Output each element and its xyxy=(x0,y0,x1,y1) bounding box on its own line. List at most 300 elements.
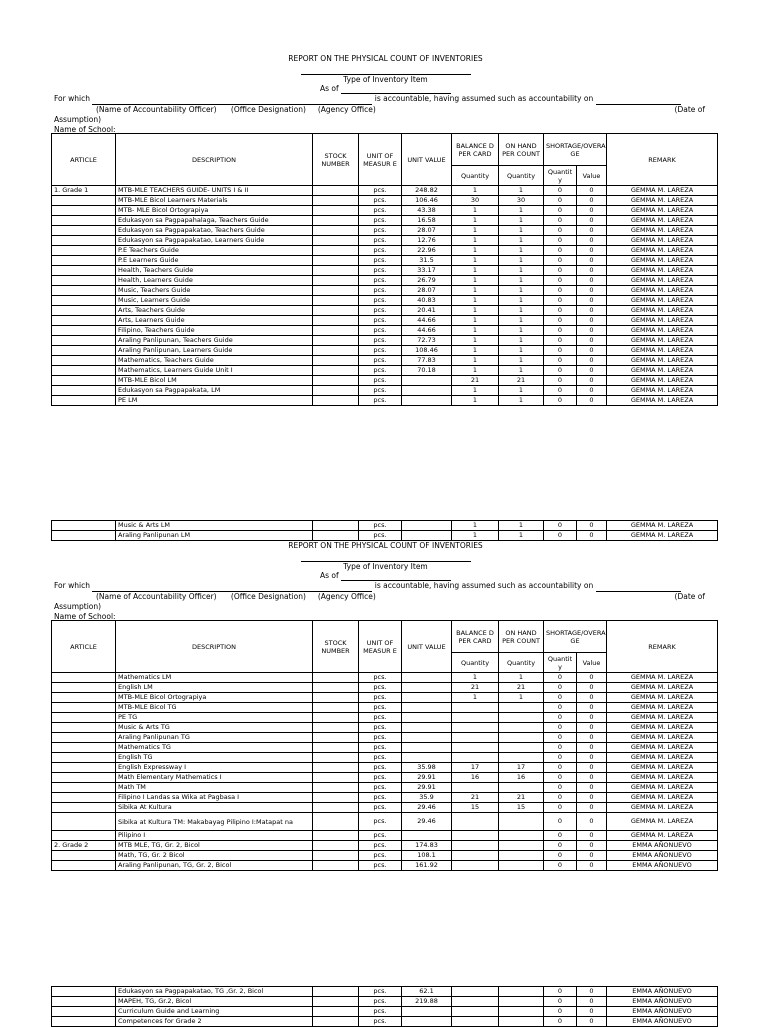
unit-value-cell: 16.58 xyxy=(402,216,452,226)
shortage-qty-cell: 0 xyxy=(544,683,577,693)
unit-value-cell xyxy=(402,683,452,693)
shortage-qty-cell: 0 xyxy=(544,733,577,743)
on-hand-qty-cell xyxy=(499,1017,544,1027)
shortage-value-cell: 0 xyxy=(577,326,607,336)
table-row xyxy=(52,326,718,336)
remark-cell: GEMMA M. LAREZA xyxy=(607,693,718,703)
unit-value-cell xyxy=(402,1017,452,1027)
stock-number-cell xyxy=(313,733,359,743)
col-stock: STOCK NUMBER xyxy=(313,134,359,186)
col-short-value: Value xyxy=(577,653,607,673)
col-unit-measure: UNIT OF MEASUR E xyxy=(359,134,402,186)
table-row xyxy=(52,803,718,813)
on-hand-qty-cell: 1 xyxy=(499,386,544,396)
shortage-qty-cell: 0 xyxy=(544,753,577,763)
stock-number-cell xyxy=(313,236,359,246)
on-hand-qty-cell: 1 xyxy=(499,216,544,226)
shortage-value-cell: 0 xyxy=(577,266,607,276)
unit-value-cell: 33.17 xyxy=(402,266,452,276)
shortage-value-cell: 0 xyxy=(577,831,607,841)
balance-qty-cell: 16 xyxy=(452,773,499,783)
table-row xyxy=(52,693,718,703)
shortage-qty-cell: 0 xyxy=(544,336,577,346)
stock-number-cell xyxy=(313,346,359,356)
balance-qty-cell: 1 xyxy=(452,226,499,236)
shortage-qty-cell: 0 xyxy=(544,286,577,296)
on-hand-qty-cell: 1 xyxy=(499,366,544,376)
remark-cell: GEMMA M. LAREZA xyxy=(607,723,718,733)
shortage-value-cell: 0 xyxy=(577,861,607,871)
table-row xyxy=(52,316,718,326)
stock-number-cell xyxy=(313,783,359,793)
unit-measure-cell: pcs. xyxy=(359,743,402,753)
on-hand-qty-cell: 1 xyxy=(499,226,544,236)
article-cell xyxy=(52,256,116,266)
balance-qty-cell xyxy=(452,841,499,851)
shortage-value-cell: 0 xyxy=(577,733,607,743)
description-cell: Sibika At Kultura xyxy=(116,803,313,813)
remark-cell: GEMMA M. LAREZA xyxy=(607,366,718,376)
article-cell xyxy=(52,246,116,256)
as-of-label: As of xyxy=(319,571,339,580)
article-cell xyxy=(52,206,116,216)
stock-number-cell xyxy=(313,276,359,286)
on-hand-qty-cell xyxy=(499,783,544,793)
table-row xyxy=(52,356,718,366)
shortage-qty-cell: 0 xyxy=(544,813,577,831)
shortage-value-cell: 0 xyxy=(577,186,607,196)
article-cell xyxy=(52,346,116,356)
on-hand-qty-cell xyxy=(499,723,544,733)
on-hand-qty-cell: 1 xyxy=(499,246,544,256)
description-cell: Mathematics TG xyxy=(116,743,313,753)
shortage-value-cell: 0 xyxy=(577,356,607,366)
on-hand-qty-cell: 21 xyxy=(499,376,544,386)
on-hand-qty-cell xyxy=(499,997,544,1007)
description-cell: Music & Arts LM xyxy=(116,521,313,531)
balance-qty-cell xyxy=(452,851,499,861)
description-cell: Edukasyon sa Pagpapakatao, TG ,Gr. 2, Bicol xyxy=(116,987,313,997)
unit-measure-cell: pcs. xyxy=(359,831,402,841)
shortage-qty-cell: 0 xyxy=(544,206,577,216)
unit-measure-cell: pcs. xyxy=(359,783,402,793)
unit-measure-cell: pcs. xyxy=(359,326,402,336)
shortage-value-cell: 0 xyxy=(577,987,607,997)
assumption-label: Assumption) xyxy=(54,115,102,124)
shortage-value-cell: 0 xyxy=(577,693,607,703)
shortage-value-cell: 0 xyxy=(577,763,607,773)
unit-measure-cell: pcs. xyxy=(359,841,402,851)
article-cell xyxy=(52,376,116,386)
table-row xyxy=(52,1007,718,1017)
balance-qty-cell: 1 xyxy=(452,521,499,531)
unit-measure-cell: pcs. xyxy=(359,521,402,531)
remark-cell: GEMMA M. LAREZA xyxy=(607,256,718,266)
remark-cell: GEMMA M. LAREZA xyxy=(607,703,718,713)
shortage-value-cell: 0 xyxy=(577,286,607,296)
unit-measure-cell: pcs. xyxy=(359,1017,402,1027)
on-hand-qty-cell xyxy=(499,743,544,753)
article-cell xyxy=(52,296,116,306)
balance-qty-cell xyxy=(452,831,499,841)
remark-cell: GEMMA M. LAREZA xyxy=(607,793,718,803)
shortage-value-cell: 0 xyxy=(577,531,607,541)
description-cell: Mathematics, Learners Guide Unit I xyxy=(116,366,313,376)
article-cell xyxy=(52,276,116,286)
description-cell: English TG xyxy=(116,753,313,763)
unit-measure-cell: pcs. xyxy=(359,306,402,316)
article-cell xyxy=(52,851,116,861)
shortage-value-cell: 0 xyxy=(577,256,607,266)
balance-qty-cell xyxy=(452,987,499,997)
description-cell: Filipino, Teachers Guide xyxy=(116,326,313,336)
table-row xyxy=(52,763,718,773)
stock-number-cell xyxy=(313,246,359,256)
remark-cell: GEMMA M. LAREZA xyxy=(607,196,718,206)
article-cell xyxy=(52,286,116,296)
inventory-table-mid xyxy=(51,520,718,541)
unit-value-cell: 29.46 xyxy=(402,803,452,813)
description-cell: Filipino I Landas sa Wika at Pagbasa I xyxy=(116,793,313,803)
on-hand-qty-cell: 1 xyxy=(499,186,544,196)
stock-number-cell xyxy=(313,997,359,1007)
description-cell: Sibika at Kultura TM: Makabayag Pilipino I:Matapat na xyxy=(116,813,313,831)
remark-cell: GEMMA M. LAREZA xyxy=(607,216,718,226)
table-row xyxy=(52,743,718,753)
balance-qty-cell: 1 xyxy=(452,356,499,366)
balance-qty-cell: 1 xyxy=(452,326,499,336)
shortage-value-cell: 0 xyxy=(577,316,607,326)
balance-qty-cell: 1 xyxy=(452,236,499,246)
table-row xyxy=(52,783,718,793)
shortage-qty-cell: 0 xyxy=(544,306,577,316)
agency-label: (Agency Office) xyxy=(317,105,376,114)
shortage-value-cell: 0 xyxy=(577,793,607,803)
article-cell xyxy=(52,713,116,723)
shortage-value-cell: 0 xyxy=(577,773,607,783)
balance-qty-cell: 1 xyxy=(452,336,499,346)
unit-value-cell xyxy=(402,376,452,386)
balance-qty-cell xyxy=(452,813,499,831)
stock-number-cell xyxy=(313,861,359,871)
unit-measure-cell: pcs. xyxy=(359,206,402,216)
description-cell: Mathematics, Teachers Guide xyxy=(116,356,313,366)
report-title: REPORT ON THE PHYSICAL COUNT OF INVENTORIES xyxy=(288,541,483,550)
unit-measure-cell: pcs. xyxy=(359,196,402,206)
stock-number-cell xyxy=(313,743,359,753)
table-body-2 xyxy=(52,673,718,871)
remark-cell: EMMA AÑONUEVO xyxy=(607,997,718,1007)
shortage-qty-cell: 0 xyxy=(544,521,577,531)
shortage-qty-cell: 0 xyxy=(544,783,577,793)
shortage-value-cell: 0 xyxy=(577,841,607,851)
unit-value-cell: 44.66 xyxy=(402,316,452,326)
article-cell xyxy=(52,521,116,531)
remark-cell: GEMMA M. LAREZA xyxy=(607,356,718,366)
col-short-qty: Quantit y xyxy=(544,166,577,186)
col-on-hand: ON HAND PER COUNT xyxy=(499,134,544,166)
col-description: DESCRIPTION xyxy=(116,621,313,673)
shortage-qty-cell: 0 xyxy=(544,276,577,286)
on-hand-qty-cell xyxy=(499,841,544,851)
article-cell xyxy=(52,773,116,783)
on-hand-qty-cell xyxy=(499,987,544,997)
balance-qty-cell xyxy=(452,713,499,723)
col-article: ARTICLE xyxy=(52,134,116,186)
article-cell xyxy=(52,693,116,703)
on-hand-qty-cell xyxy=(499,851,544,861)
on-hand-qty-cell xyxy=(499,1007,544,1017)
col-short-value: Value xyxy=(577,166,607,186)
unit-measure-cell: pcs. xyxy=(359,987,402,997)
remark-cell: GEMMA M. LAREZA xyxy=(607,531,718,541)
table-row xyxy=(52,246,718,256)
remark-cell: EMMA AÑONUEVO xyxy=(607,861,718,871)
unit-measure-cell: pcs. xyxy=(359,803,402,813)
shortage-value-cell: 0 xyxy=(577,723,607,733)
remark-cell: GEMMA M. LAREZA xyxy=(607,376,718,386)
stock-number-cell xyxy=(313,326,359,336)
unit-value-cell xyxy=(402,521,452,531)
table-row xyxy=(52,226,718,236)
stock-number-cell xyxy=(313,1017,359,1027)
agency-label: (Agency Office) xyxy=(317,592,376,601)
on-hand-qty-cell: 1 xyxy=(499,296,544,306)
on-hand-qty-cell: 21 xyxy=(499,683,544,693)
unit-measure-cell: pcs. xyxy=(359,336,402,346)
shortage-qty-cell: 0 xyxy=(544,673,577,683)
col-remark: REMARK xyxy=(607,621,718,673)
table-row xyxy=(52,733,718,743)
table-row xyxy=(52,336,718,346)
description-cell: MTB-MLE Bicol Learners Materials xyxy=(116,196,313,206)
unit-value-cell: 12.76 xyxy=(402,236,452,246)
article-cell xyxy=(52,803,116,813)
on-hand-qty-cell xyxy=(499,831,544,841)
shortage-qty-cell: 0 xyxy=(544,1007,577,1017)
remark-cell: GEMMA M. LAREZA xyxy=(607,296,718,306)
shortage-value-cell: 0 xyxy=(577,521,607,531)
col-stock: STOCK NUMBER xyxy=(313,621,359,673)
balance-qty-cell xyxy=(452,783,499,793)
unit-value-cell xyxy=(402,703,452,713)
table-row xyxy=(52,216,718,226)
on-hand-qty-cell: 1 xyxy=(499,693,544,703)
description-cell: Edukasyon sa Pagpapahalaga, Teachers Guide xyxy=(116,216,313,226)
balance-qty-cell: 30 xyxy=(452,196,499,206)
unit-value-cell xyxy=(402,386,452,396)
unit-measure-cell: pcs. xyxy=(359,693,402,703)
article-cell xyxy=(52,753,116,763)
balance-qty-cell: 1 xyxy=(452,276,499,286)
stock-number-cell xyxy=(313,266,359,276)
unit-measure-cell: pcs. xyxy=(359,376,402,386)
balance-qty-cell: 1 xyxy=(452,266,499,276)
shortage-qty-cell: 0 xyxy=(544,713,577,723)
stock-number-cell xyxy=(313,306,359,316)
on-hand-qty-cell: 1 xyxy=(499,236,544,246)
as-of-label: As of xyxy=(319,84,339,93)
table-row xyxy=(52,683,718,693)
remark-cell: GEMMA M. LAREZA xyxy=(607,783,718,793)
description-cell: Music & Arts TG xyxy=(116,723,313,733)
description-cell: P.E Teachers Guide xyxy=(116,246,313,256)
unit-measure-cell: pcs. xyxy=(359,773,402,783)
balance-qty-cell: 1 xyxy=(452,256,499,266)
unit-measure-cell: pcs. xyxy=(359,861,402,871)
unit-measure-cell: pcs. xyxy=(359,216,402,226)
table-row xyxy=(52,521,718,531)
stock-number-cell xyxy=(313,793,359,803)
article-cell xyxy=(52,366,116,376)
on-hand-qty-cell xyxy=(499,733,544,743)
stock-number-cell xyxy=(313,673,359,683)
balance-qty-cell: 1 xyxy=(452,186,499,196)
shortage-qty-cell: 0 xyxy=(544,743,577,753)
article-cell xyxy=(52,763,116,773)
balance-qty-cell: 1 xyxy=(452,396,499,406)
remark-cell: GEMMA M. LAREZA xyxy=(607,346,718,356)
table-row xyxy=(52,256,718,266)
unit-measure-cell: pcs. xyxy=(359,296,402,306)
unit-value-cell: 43.38 xyxy=(402,206,452,216)
school-label: Name of School: xyxy=(54,612,116,621)
remark-cell: GEMMA M. LAREZA xyxy=(607,753,718,763)
shortage-qty-cell: 0 xyxy=(544,236,577,246)
shortage-qty-cell: 0 xyxy=(544,851,577,861)
remark-cell: GEMMA M. LAREZA xyxy=(607,386,718,396)
stock-number-cell xyxy=(313,336,359,346)
unit-measure-cell: pcs. xyxy=(359,673,402,683)
col-qty: Quantity xyxy=(499,166,544,186)
shortage-qty-cell: 0 xyxy=(544,987,577,997)
stock-number-cell xyxy=(313,1007,359,1017)
shortage-qty-cell: 0 xyxy=(544,763,577,773)
shortage-value-cell: 0 xyxy=(577,743,607,753)
type-label: Type of Inventory Item xyxy=(343,75,428,84)
remark-cell: GEMMA M. LAREZA xyxy=(607,713,718,723)
stock-number-cell xyxy=(313,693,359,703)
unit-measure-cell: pcs. xyxy=(359,346,402,356)
unit-value-cell xyxy=(402,673,452,683)
unit-measure-cell: pcs. xyxy=(359,316,402,326)
unit-value-cell: 248.82 xyxy=(402,186,452,196)
on-hand-qty-cell xyxy=(499,713,544,723)
article-cell xyxy=(52,196,116,206)
unit-value-cell: 72.73 xyxy=(402,336,452,346)
article-cell xyxy=(52,743,116,753)
description-cell: Pilipino I xyxy=(116,831,313,841)
stock-number-cell xyxy=(313,186,359,196)
shortage-qty-cell: 0 xyxy=(544,531,577,541)
balance-qty-cell: 1 xyxy=(452,216,499,226)
remark-cell: GEMMA M. LAREZA xyxy=(607,521,718,531)
balance-qty-cell: 21 xyxy=(452,376,499,386)
unit-value-cell: 44.66 xyxy=(402,326,452,336)
shortage-value-cell: 0 xyxy=(577,803,607,813)
table-row xyxy=(52,266,718,276)
inventory-table-3 xyxy=(51,986,718,1027)
remark-cell: GEMMA M. LAREZA xyxy=(607,733,718,743)
balance-qty-cell xyxy=(452,723,499,733)
article-cell xyxy=(52,831,116,841)
balance-qty-cell xyxy=(452,743,499,753)
col-description: DESCRIPTION xyxy=(116,134,313,186)
description-cell: MTB-MLE Bicol LM xyxy=(116,376,313,386)
article-cell xyxy=(52,723,116,733)
unit-measure-cell: pcs. xyxy=(359,733,402,743)
assumption-label: Assumption) xyxy=(54,602,102,611)
unit-value-cell: 174.83 xyxy=(402,841,452,851)
unit-value-cell xyxy=(402,723,452,733)
article-cell xyxy=(52,733,116,743)
shortage-qty-cell: 0 xyxy=(544,196,577,206)
stock-number-cell xyxy=(313,713,359,723)
stock-number-cell xyxy=(313,356,359,366)
article-cell xyxy=(52,336,116,346)
remark-cell: GEMMA M. LAREZA xyxy=(607,316,718,326)
shortage-value-cell: 0 xyxy=(577,1017,607,1027)
on-hand-qty-cell xyxy=(499,861,544,871)
stock-number-cell xyxy=(313,216,359,226)
on-hand-qty-cell: 21 xyxy=(499,793,544,803)
shortage-qty-cell: 0 xyxy=(544,803,577,813)
report-header-2 xyxy=(54,541,717,622)
col-shortage: SHORTAGE/OVERA GE xyxy=(544,621,607,653)
description-cell: Edukasyon sa Pagpapakatao, Teachers Guide xyxy=(116,226,313,236)
shortage-value-cell: 0 xyxy=(577,997,607,1007)
table-row xyxy=(52,753,718,763)
shortage-value-cell: 0 xyxy=(577,366,607,376)
table-row xyxy=(52,236,718,246)
shortage-qty-cell: 0 xyxy=(544,216,577,226)
stock-number-cell xyxy=(313,831,359,841)
unit-measure-cell: pcs. xyxy=(359,763,402,773)
on-hand-qty-cell: 1 xyxy=(499,356,544,366)
description-cell: Math, TG, Gr. 2 Bicol xyxy=(116,851,313,861)
unit-measure-cell: pcs. xyxy=(359,356,402,366)
unit-value-cell xyxy=(402,713,452,723)
shortage-value-cell: 0 xyxy=(577,1007,607,1017)
remark-cell: GEMMA M. LAREZA xyxy=(607,246,718,256)
description-cell: Araling Panlipunan, TG, Gr. 2, Bicol xyxy=(116,861,313,871)
remark-cell: GEMMA M. LAREZA xyxy=(607,266,718,276)
shortage-qty-cell: 0 xyxy=(544,841,577,851)
article-cell xyxy=(52,783,116,793)
stock-number-cell xyxy=(313,286,359,296)
table-row xyxy=(52,713,718,723)
shortage-value-cell: 0 xyxy=(577,196,607,206)
unit-measure-cell: pcs. xyxy=(359,813,402,831)
balance-qty-cell xyxy=(452,1007,499,1017)
article-cell xyxy=(52,236,116,246)
unit-measure-cell: pcs. xyxy=(359,236,402,246)
article-cell xyxy=(52,793,116,803)
stock-number-cell xyxy=(313,723,359,733)
shortage-value-cell: 0 xyxy=(577,673,607,683)
stock-number-cell xyxy=(313,841,359,851)
inventory-table-2 xyxy=(51,620,718,871)
unit-value-cell: 108.46 xyxy=(402,346,452,356)
table-row xyxy=(52,296,718,306)
on-hand-qty-cell xyxy=(499,753,544,763)
table-row xyxy=(52,831,718,841)
unit-value-cell xyxy=(402,396,452,406)
unit-value-cell xyxy=(402,733,452,743)
shortage-qty-cell: 0 xyxy=(544,386,577,396)
article-cell xyxy=(52,266,116,276)
shortage-value-cell: 0 xyxy=(577,336,607,346)
